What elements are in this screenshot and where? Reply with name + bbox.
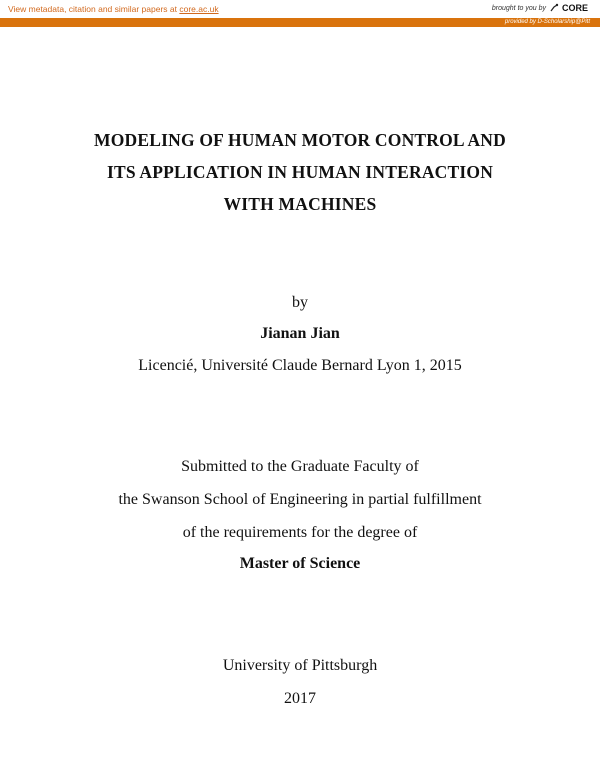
degree-name: Master of Science: [239, 555, 361, 572]
thesis-title: [0, 124, 600, 220]
title-line-1: MODELING OF HUMAN MOTOR CONTROL AND: [94, 130, 506, 150]
core-provider-strip: [0, 18, 600, 27]
core-banner-top: [0, 0, 600, 18]
brought-to-you-text: brought to you by: [491, 4, 546, 12]
submission-line-1: Submitted to the Graduate Faculty of: [181, 458, 419, 475]
core-brand[interactable]: [492, 3, 588, 13]
provided-by-text[interactable]: provided by D-Scholarship@Pitt: [504, 19, 590, 25]
core-logo-text: CORE: [561, 3, 588, 13]
title-line-3: WITH MACHINES: [223, 194, 377, 214]
author-name: Jianan Jian: [260, 325, 340, 342]
core-link-text: View metadata, citation and similar papers at: [8, 4, 180, 14]
submission-line-3: of the requirements for the degree of: [182, 524, 418, 541]
core-logo-icon: [549, 3, 559, 13]
title-line-2: ITS APPLICATION IN HUMAN INTERACTION: [106, 162, 494, 182]
core-link-url[interactable]: core.ac.uk: [179, 4, 219, 14]
prior-degree: Licencié, Université Claude Bernard Lyon 1, 2015: [138, 357, 462, 374]
by-label: by: [292, 294, 308, 311]
university-name: University of Pittsburgh: [222, 657, 378, 674]
core-metadata-link[interactable]: [8, 4, 219, 14]
year: 2017: [284, 690, 316, 707]
submission-line-2: the Swanson School of Engineering in partial fulfillment: [118, 491, 482, 508]
core-banner: [0, 0, 600, 28]
